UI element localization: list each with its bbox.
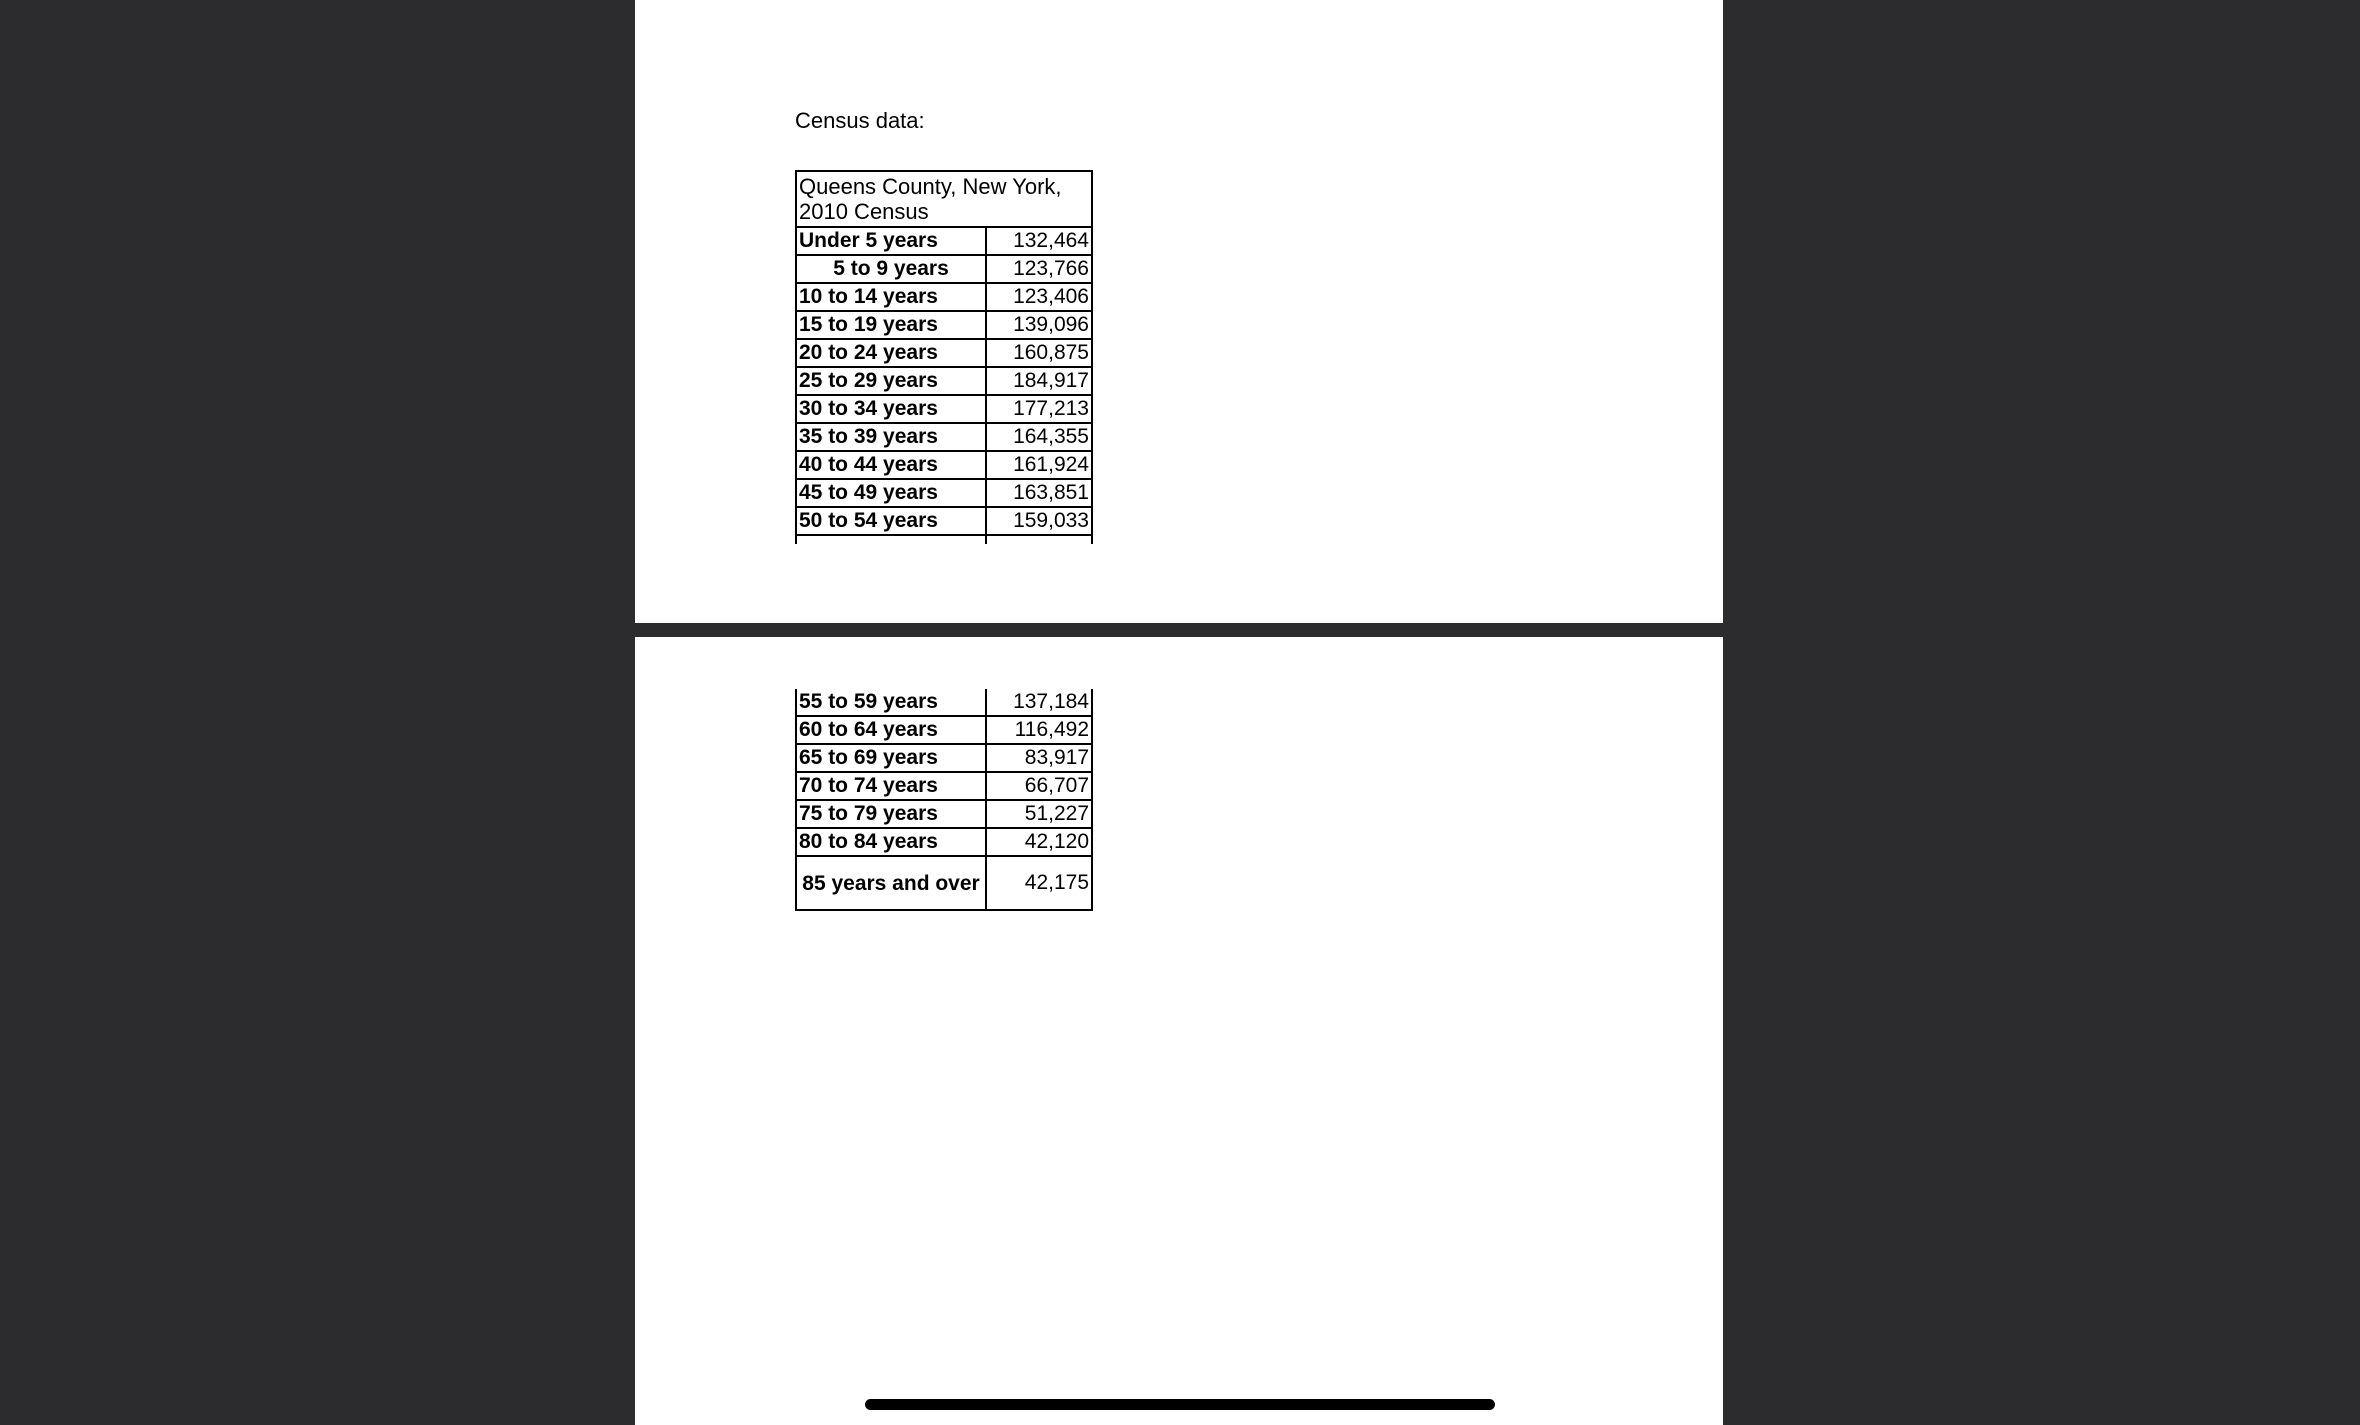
- population-value: 66,707: [986, 772, 1092, 800]
- population-value: 51,227: [986, 800, 1092, 828]
- age-group-label: Under 5 years: [796, 227, 986, 255]
- table-row: [796, 451, 1092, 479]
- table-row: [796, 283, 1092, 311]
- age-group-label: 85 years and over: [796, 856, 986, 910]
- table-continuation-cell: [986, 535, 1092, 544]
- age-group-label: 40 to 44 years: [796, 451, 986, 479]
- population-value: 164,355: [986, 423, 1092, 451]
- population-value: 123,766: [986, 255, 1092, 283]
- population-value: 132,464: [986, 227, 1092, 255]
- population-value: 163,851: [986, 479, 1092, 507]
- table-row: [796, 828, 1092, 856]
- document-page-2[interactable]: [635, 637, 1723, 1425]
- table-row: [796, 255, 1092, 283]
- population-value: 83,917: [986, 744, 1092, 772]
- age-group-label: 5 to 9 years: [796, 255, 986, 283]
- population-value: 159,033: [986, 507, 1092, 535]
- age-group-label: 65 to 69 years: [796, 744, 986, 772]
- age-group-label: 60 to 64 years: [796, 716, 986, 744]
- population-value: 184,917: [986, 367, 1092, 395]
- table-row: [796, 367, 1092, 395]
- age-group-label: 25 to 29 years: [796, 367, 986, 395]
- age-group-label: 10 to 14 years: [796, 283, 986, 311]
- document-heading: Census data:: [795, 108, 925, 133]
- population-value: 160,875: [986, 339, 1092, 367]
- table-row: [796, 507, 1092, 535]
- table-row: [796, 800, 1092, 828]
- population-value: 139,096: [986, 311, 1092, 339]
- document-page-1[interactable]: [635, 0, 1723, 623]
- age-group-label: 20 to 24 years: [796, 339, 986, 367]
- table-row: [796, 423, 1092, 451]
- age-group-label: 70 to 74 years: [796, 772, 986, 800]
- table-row: [796, 395, 1092, 423]
- table-row: [796, 744, 1092, 772]
- age-group-label: 55 to 59 years: [796, 689, 986, 716]
- age-group-label: 35 to 39 years: [796, 423, 986, 451]
- table-row: [796, 227, 1092, 255]
- table-caption-row: [796, 171, 1092, 227]
- table-row: [796, 689, 1092, 716]
- age-group-label: 15 to 19 years: [796, 311, 986, 339]
- table-row: [796, 856, 1092, 910]
- population-value: 116,492: [986, 716, 1092, 744]
- table-row: [796, 339, 1092, 367]
- age-group-label: 45 to 49 years: [796, 479, 986, 507]
- table-row: [796, 716, 1092, 744]
- table-row: [796, 311, 1092, 339]
- table-continuation: [796, 535, 1092, 544]
- table-row: [796, 772, 1092, 800]
- table-row: [796, 479, 1092, 507]
- population-value: 123,406: [986, 283, 1092, 311]
- home-indicator[interactable]: [865, 1399, 1495, 1410]
- table-continuation-cell: [796, 535, 986, 544]
- age-group-label: 50 to 54 years: [796, 507, 986, 535]
- census-table-continued: [795, 689, 1093, 911]
- table-caption: Queens County, New York, 2010 Census: [796, 171, 1092, 227]
- population-value: 42,175: [986, 856, 1092, 910]
- population-value: 42,120: [986, 828, 1092, 856]
- population-value: 161,924: [986, 451, 1092, 479]
- age-group-label: 30 to 34 years: [796, 395, 986, 423]
- population-value: 137,184: [986, 689, 1092, 716]
- census-table: [795, 170, 1093, 544]
- population-value: 177,213: [986, 395, 1092, 423]
- age-group-label: 80 to 84 years: [796, 828, 986, 856]
- age-group-label: 75 to 79 years: [796, 800, 986, 828]
